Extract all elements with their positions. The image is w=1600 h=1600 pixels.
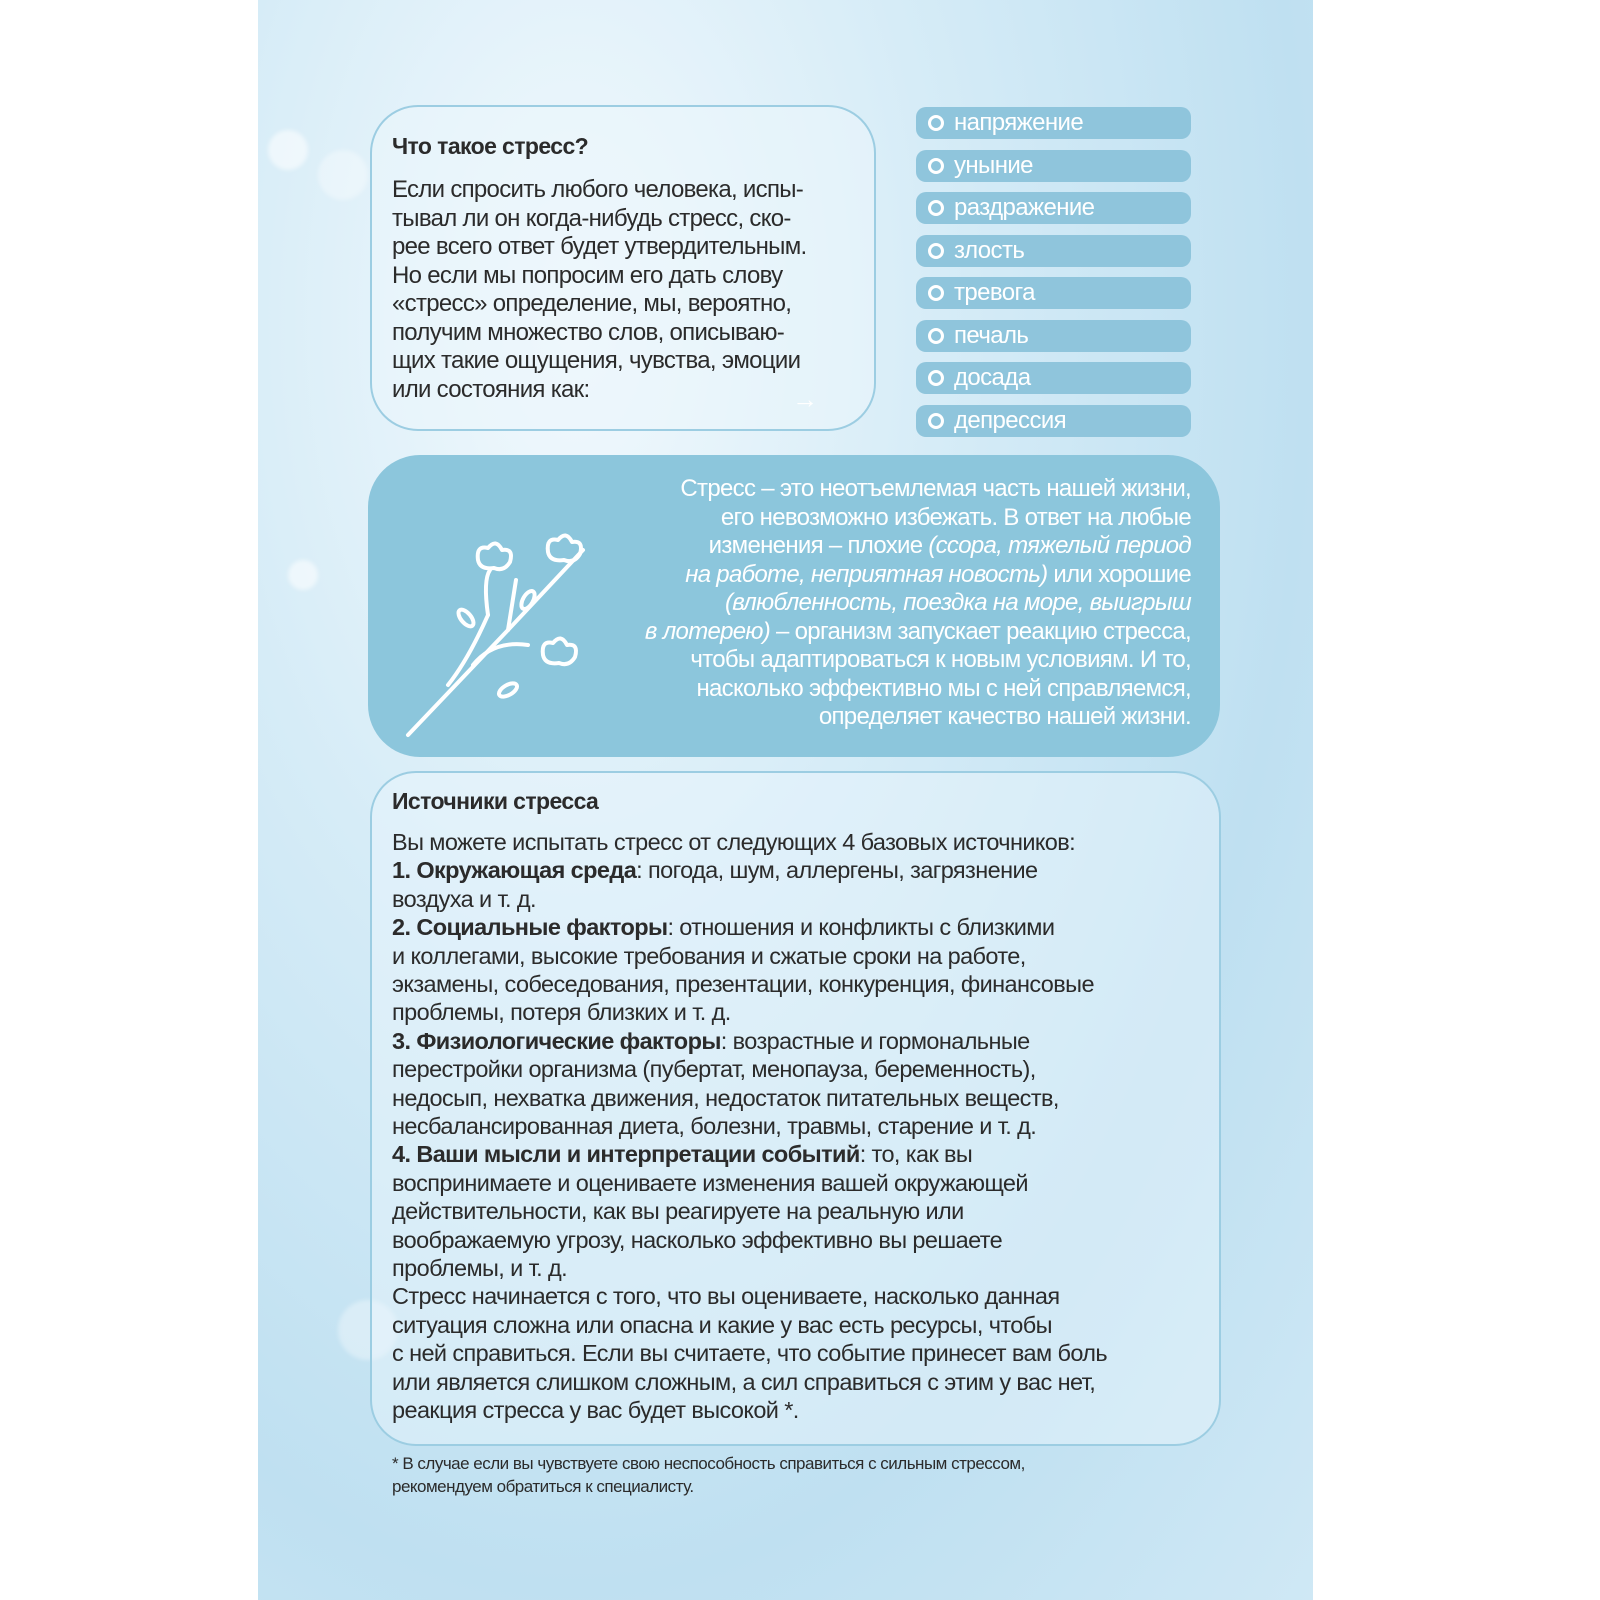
quote-text-line xyxy=(690,646,1191,674)
state-label: уныние xyxy=(954,151,1033,179)
state-label: печаль xyxy=(954,321,1029,349)
sources-text-line xyxy=(392,1397,799,1424)
sources-text-line xyxy=(392,1312,1052,1339)
intro-text-line: Но если мы попросим его дать слову xyxy=(392,261,783,289)
sources-text-line xyxy=(392,1170,1028,1197)
text-segment: Стресс начинается с того, что вы оцениваете, насколько данная xyxy=(392,1283,1060,1310)
text-segment: действительности, как вы реагируете на реальную или xyxy=(392,1198,964,1225)
example-text: на работе, неприятная новость) xyxy=(685,560,1048,588)
flower-branch-icon xyxy=(398,500,598,740)
quote-text-line xyxy=(721,504,1191,532)
sources-text-line xyxy=(392,1113,1036,1140)
quote-text-line xyxy=(645,618,1191,646)
quote-text-line xyxy=(696,675,1191,703)
intro-text-line: тывал ли он когда-нибудь стресс, ско- xyxy=(392,204,791,232)
text-segment: насколько эффективно мы с ней справляемся, xyxy=(696,674,1191,702)
text-segment: проблемы, и т. д. xyxy=(392,1255,568,1281)
circle-bullet-icon xyxy=(928,328,944,344)
example-text: в лотерею) xyxy=(644,617,771,645)
sources-text-line xyxy=(392,999,731,1026)
intro-text-line: щих такие ощущения, чувства, эмоции xyxy=(392,347,801,374)
arrow-right-icon: → xyxy=(792,384,818,414)
source-label: 4. Ваши мысли и интерпретации событий xyxy=(392,1141,860,1168)
text-segment: перестройки организма (пубертат, менопауза, беременность), xyxy=(392,1056,1036,1083)
sources-text-line xyxy=(392,1085,1059,1112)
source-label: 1. Окружающая среда xyxy=(392,857,637,884)
circle-bullet-icon xyxy=(928,285,944,301)
sources-text-line xyxy=(392,1056,1036,1083)
state-pill xyxy=(916,192,1191,224)
circle-bullet-icon xyxy=(928,243,944,259)
quote-text-line xyxy=(680,475,1191,503)
text-segment: : то, как вы xyxy=(859,1141,973,1168)
text-segment: воспринимаете и оцениваете изменения вашей окружающей xyxy=(392,1169,1028,1196)
text-segment: изменения – плохие xyxy=(708,532,929,559)
text-segment: определяет качество нашей жизни. xyxy=(818,703,1191,730)
text-segment: : отношения и конфликты с близкими xyxy=(667,914,1055,941)
text-segment: и коллегами, высокие требования и сжатые сроки на работе, xyxy=(392,942,1026,969)
bubble-decoration xyxy=(288,560,318,590)
state-label: напряжение xyxy=(954,109,1084,136)
quote-text-line xyxy=(709,532,1191,560)
sources-text-line xyxy=(392,1227,1002,1254)
circle-bullet-icon xyxy=(928,158,944,174)
text-segment: или хорошие xyxy=(1047,560,1191,588)
state-pill xyxy=(916,405,1191,437)
state-pill xyxy=(916,107,1191,139)
text-segment: несбалансированная диета, болезни, травмы, старение и т. д. xyxy=(392,1113,1037,1139)
intro-text-line: рее всего ответ будет утвердительным. xyxy=(392,233,807,260)
text-segment: реакция стресса у вас будет высокой *. xyxy=(392,1397,799,1423)
sources-text-line xyxy=(392,1283,1060,1310)
text-segment: : погода, шум, аллергены, загрязнение xyxy=(636,857,1038,884)
text-segment: воздуха и т. д. xyxy=(392,885,536,912)
sources-text-line xyxy=(392,943,1026,970)
sources-text-line xyxy=(392,1255,567,1282)
sources-text-line xyxy=(392,971,1094,998)
text-segment: : возрастные и гормональные xyxy=(720,1027,1030,1054)
sources-text-line xyxy=(392,829,1075,856)
source-label: 2. Социальные факторы xyxy=(392,914,668,941)
state-pill xyxy=(916,320,1191,352)
intro-text-line: Если спросить любого человека, испы- xyxy=(392,176,804,203)
text-segment: Вы можете испытать стресс от следующих 4 базовых источников: xyxy=(392,829,1076,855)
text-segment: – организм запускает реакцию стресса, xyxy=(770,617,1191,645)
state-pill xyxy=(916,277,1191,309)
state-pill xyxy=(916,150,1191,182)
example-text: (влюбленность, поездка на море, выигрыш xyxy=(724,589,1191,616)
state-label: досада xyxy=(954,364,1031,391)
state-label: депрессия xyxy=(954,406,1067,434)
footnote-line: рекомендуем обратиться к специалисту. xyxy=(392,1477,694,1496)
sources-text-line xyxy=(392,1340,1107,1367)
text-segment: чтобы адаптироваться к новым условиям. И то, xyxy=(690,646,1191,673)
state-label: раздражение xyxy=(954,194,1095,221)
quote-text-line xyxy=(725,589,1191,617)
sources-text-line xyxy=(392,914,1054,941)
circle-bullet-icon xyxy=(928,115,944,131)
circle-bullet-icon xyxy=(928,200,944,216)
sources-text-line xyxy=(392,1028,1030,1055)
footnote-line: * В случае если вы чувствуете свою неспособность справиться с сильным стрессом, xyxy=(392,1454,1025,1473)
intro-text-line: получим множество слов, описываю- xyxy=(392,318,785,346)
sources-text-line xyxy=(392,1198,964,1225)
state-label: тревога xyxy=(954,279,1035,306)
text-segment: или является слишком сложным, а сил справиться с этим у вас нет, xyxy=(392,1368,1096,1395)
intro-text-line: или состояния как: xyxy=(392,375,590,403)
circle-bullet-icon xyxy=(928,413,944,429)
state-label: злость xyxy=(954,236,1025,264)
state-pill xyxy=(916,362,1191,394)
text-segment: с ней справиться. Если вы считаете, что событие принесет вам боль xyxy=(392,1340,1108,1367)
source-label: 3. Физиологические факторы xyxy=(392,1027,721,1054)
state-pill xyxy=(916,235,1191,267)
intro-text-line: «стресс» определение, мы, вероятно, xyxy=(392,290,792,317)
example-text: (ссора, тяжелый период xyxy=(928,532,1191,559)
sources-text-line xyxy=(392,1141,972,1168)
sources-text-line xyxy=(392,857,1037,884)
quote-text-line xyxy=(685,561,1191,589)
bubble-decoration xyxy=(318,150,368,200)
text-segment: Стресс – это неотъемлемая часть нашей жизни, xyxy=(680,475,1191,502)
text-segment: недосып, нехватка движения, недостаток питательных веществ, xyxy=(392,1084,1059,1111)
circle-bullet-icon xyxy=(928,370,944,386)
text-segment: его невозможно избежать. В ответ на любые xyxy=(720,503,1191,531)
text-segment: ситуация сложна или опасна и какие у вас есть ресурсы, чтобы xyxy=(392,1311,1052,1338)
sources-text-line xyxy=(392,1369,1095,1396)
bubble-decoration xyxy=(268,130,308,170)
text-segment: проблемы, потеря близких и т. д. xyxy=(392,999,731,1026)
text-segment: воображаемую угрозу, насколько эффективно вы решаете xyxy=(392,1226,1003,1253)
sources-title: Источники стресса xyxy=(392,788,599,814)
text-segment: экзамены, собеседования, презентации, конкуренция, финансовые xyxy=(392,971,1094,997)
quote-text-line xyxy=(819,703,1191,731)
sources-text-line xyxy=(392,886,536,913)
intro-title: Что такое стресс? xyxy=(392,133,589,159)
